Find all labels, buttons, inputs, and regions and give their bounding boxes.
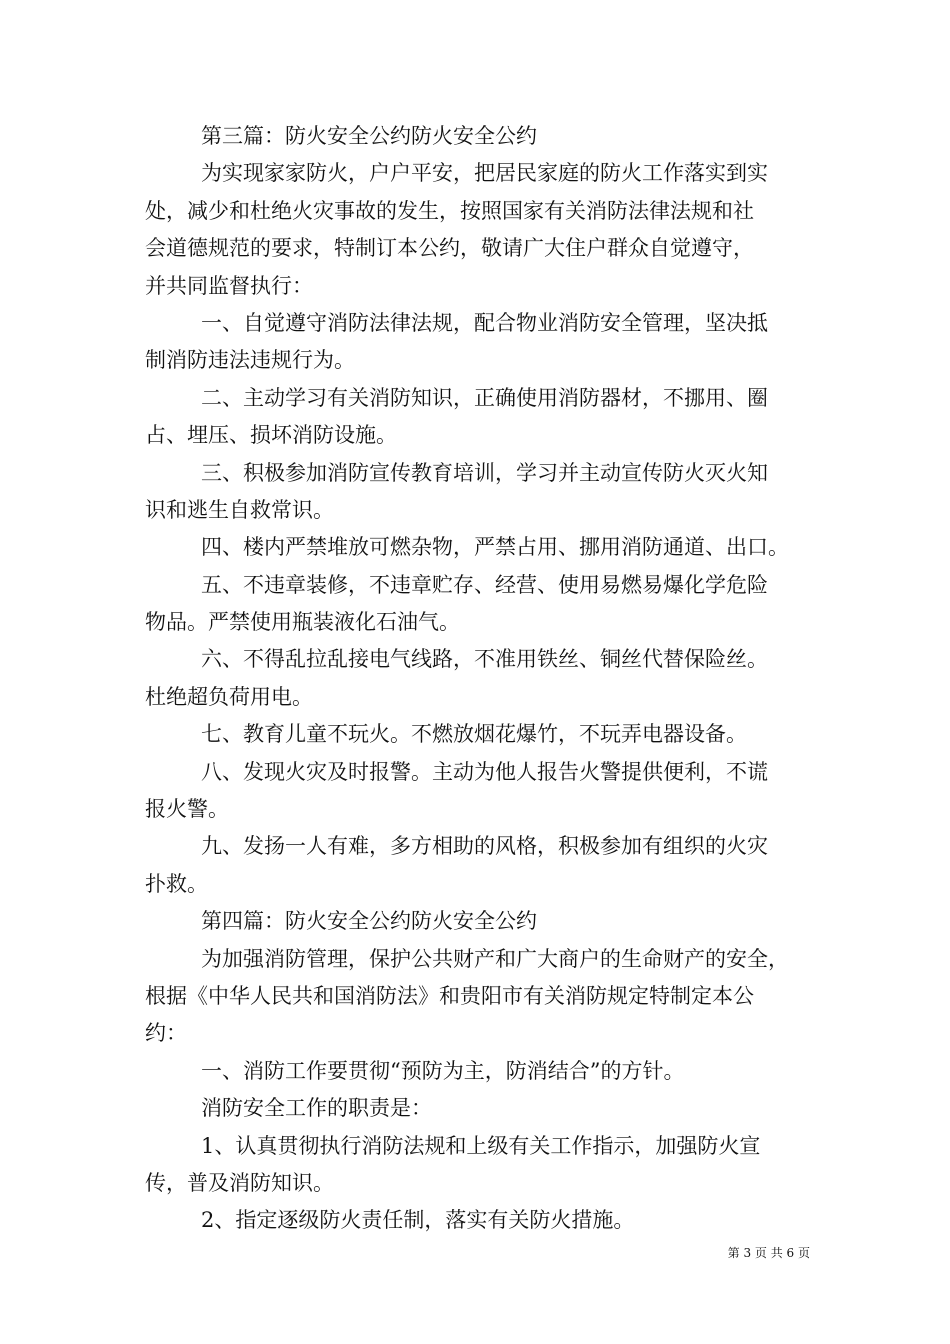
text-line: 制消防违法违规行为。 (145, 348, 355, 373)
text-line: 三、积极参加消防宣传教育培训，学习并主动宣传防火灭火知 (201, 460, 768, 485)
text-line: 杜绝超负荷用电。 (145, 684, 313, 709)
text-line: 五、不违章装修，不违章贮存、经营、使用易燃易爆化学危险 (201, 572, 768, 597)
text-line: 为实现家家防火，户户平安，把居民家庭的防火工作落实到实 (201, 161, 768, 186)
text-line: 根据《中华人民共和国消防法》和贵阳市有关消防规定特制定本公 (145, 983, 754, 1008)
text-line: 识和逃生自救常识。 (145, 497, 334, 522)
text-line: 占、埋压、损坏消防设施。 (145, 423, 397, 448)
text-line: 七、教育儿童不玩火。不燃放烟花爆竹，不玩弄电器设备。 (201, 722, 747, 747)
text-line: 扑救。 (145, 871, 208, 896)
text-line: 1、认真贯彻执行消防法规和上级有关工作指示，加强防火宣 (201, 1133, 761, 1158)
text-line: 一、自觉遵守消防法律法规，配合物业消防安全管理，坚决抵 (201, 310, 768, 335)
text-line: 第三篇：防火安全公约防火安全公约 (201, 124, 537, 148)
text-line: 处，减少和杜绝火灾事故的发生，按照国家有关消防法律法规和社 (145, 198, 754, 223)
text-line: 第四篇：防火安全公约防火安全公约 (201, 909, 537, 934)
text-line: 八、发现火灾及时报警。主动为他人报告火警提供便利，不谎 (201, 759, 768, 784)
text-line: 传，普及消防知识。 (145, 1170, 334, 1195)
text-line: 并共同监督执行： (145, 273, 313, 298)
text-line: 为加强消防管理，保护公共财产和广大商户的生命财产的安全， (201, 946, 789, 971)
text-line: 九、发扬一人有难，多方相助的风格，积极参加有组织的火灾 (201, 834, 768, 859)
document-body (145, 118, 817, 1240)
text-line: 会道德规范的要求，特制订本公约，敬请广大住户群众自觉遵守， (145, 236, 754, 261)
text-line: 四、楼内严禁堆放可燃杂物，严禁占用、挪用消防通道、出口。 (201, 535, 789, 560)
text-line: 报火警。 (145, 797, 229, 822)
text-line: 二、主动学习有关消防知识，正确使用消防器材，不挪用、圈 (201, 385, 768, 410)
text-line: 约： (145, 1021, 187, 1046)
text-line: 六、不得乱拉乱接电气线路，不准用铁丝、铜丝代替保险丝。 (201, 647, 768, 672)
text-line: 消防安全工作的职责是： (201, 1096, 432, 1121)
text-line: 2、指定逐级防火责任制，落实有关防火措施。 (201, 1208, 635, 1233)
text-line: 一、消防工作要贯彻“预防为主，防消结合”的方针。 (201, 1058, 685, 1083)
page-number: 第 3 页 共 6 页 (727, 1246, 810, 1260)
text-line: 物品。严禁使用瓶装液化石油气。 (145, 610, 460, 635)
